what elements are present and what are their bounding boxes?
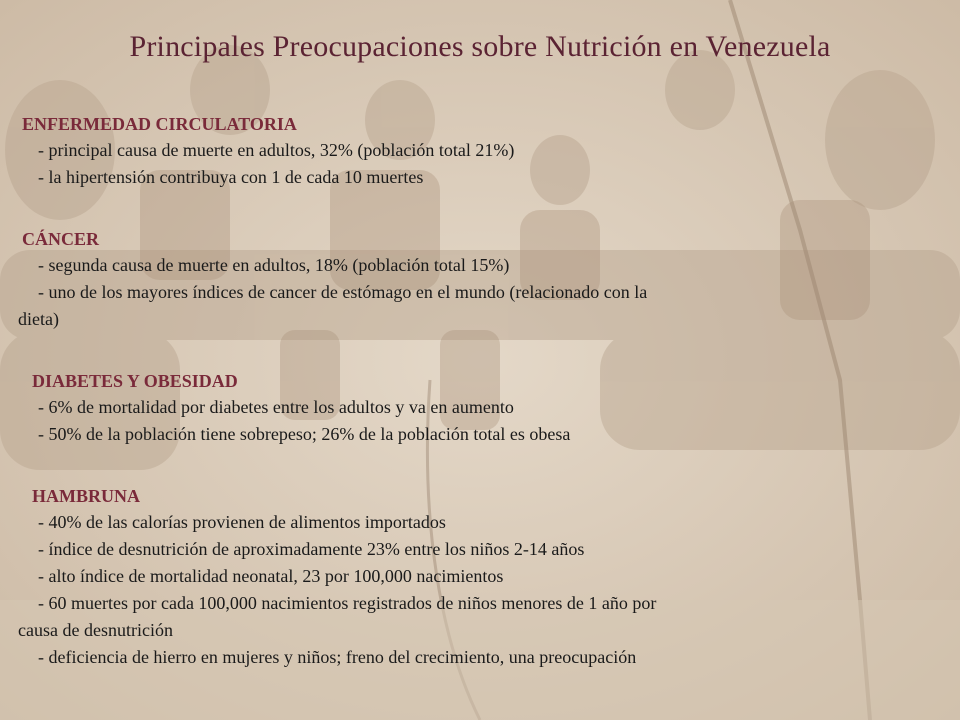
section-heading: DIABETES Y OBESIDAD <box>32 371 238 391</box>
section-heading: CÁNCER <box>22 229 100 249</box>
slide-title: Principales Preocupaciones sobre Nutrición en Venezuela <box>129 30 831 63</box>
section-hambruna <box>18 483 938 671</box>
list-item: - 50% de la población tiene sobrepeso; 26% de la población total es obesa <box>38 424 571 444</box>
section-heading: HAMBRUNA <box>32 486 140 506</box>
section-diabetes-obesidad <box>18 368 938 448</box>
list-item: - la hipertensión contribuya con 1 de cada 10 muertes <box>38 167 424 187</box>
list-item: - deficiencia de hierro en mujeres y niños; freno del crecimiento, una preocupación <box>38 647 637 667</box>
section-cancer <box>18 226 938 333</box>
list-item: - segunda causa de muerte en adultos, 18% (población total 15%) <box>38 255 510 275</box>
list-item: - 60 muertes por cada 100,000 nacimientos registrados de niños menores de 1 año por <box>38 593 657 613</box>
list-item: - 6% de mortalidad por diabetes entre los adultos y va en aumento <box>38 397 514 417</box>
list-item: - uno de los mayores índices de cancer de estómago en el mundo (relacionado con la <box>38 282 648 302</box>
list-item: - alto índice de mortalidad neonatal, 23 por 100,000 nacimientos <box>38 566 504 586</box>
list-item-continuation: dieta) <box>18 309 59 329</box>
list-item-continuation: causa de desnutrición <box>18 620 173 640</box>
list-item: - principal causa de muerte en adultos, 32% (población total 21%) <box>38 140 515 160</box>
list-item: - 40% de las calorías provienen de alimentos importados <box>38 512 446 532</box>
list-item: - índice de desnutrición de aproximadamente 23% entre los niños 2-14 años <box>38 539 585 559</box>
section-heading: ENFERMEDAD CIRCULATORIA <box>22 114 297 134</box>
section-enfermedad-circulatoria <box>18 111 938 191</box>
